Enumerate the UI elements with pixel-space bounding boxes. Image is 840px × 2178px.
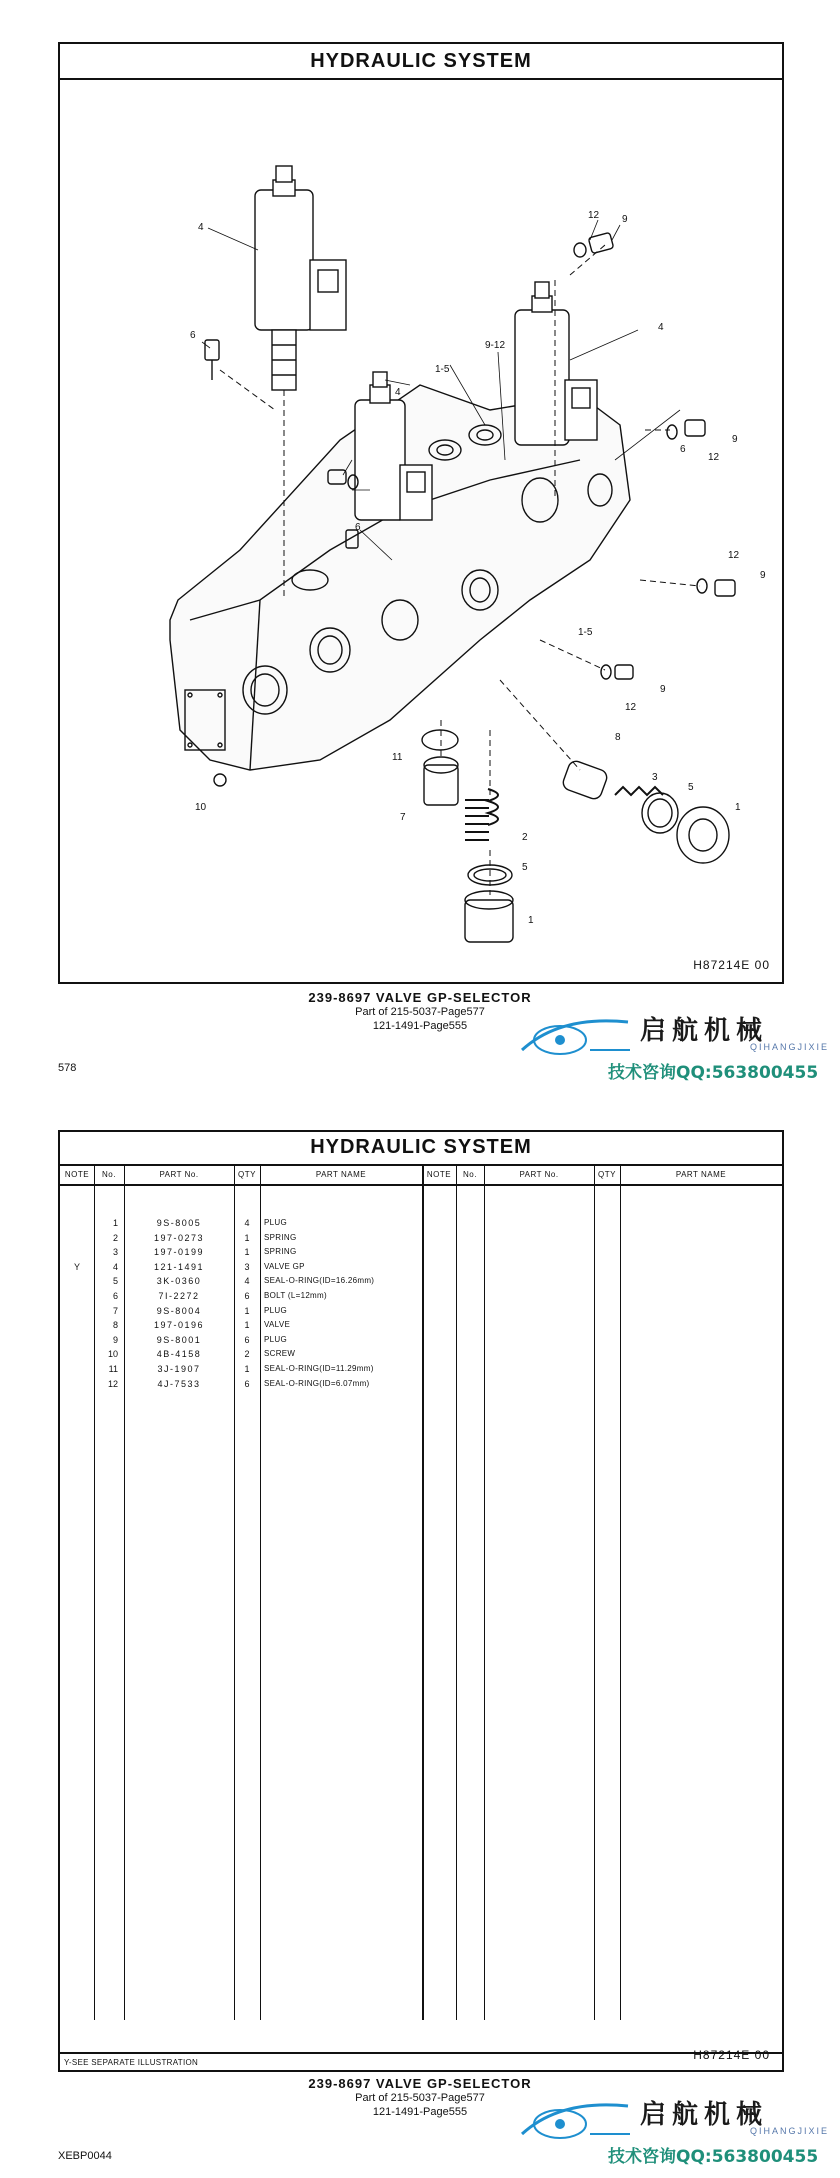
part-name-cell: VALVE bbox=[264, 1320, 291, 1330]
figure-caption: 239-8697 VALVE GP-SELECTOR bbox=[308, 2076, 532, 2091]
column-header: PART No. bbox=[159, 1170, 199, 1179]
number-cell: 4 bbox=[112, 1261, 118, 1272]
quantity-cell: 3 bbox=[244, 1261, 250, 1272]
callout-label: 4 bbox=[198, 222, 204, 233]
quantity-cell: 1 bbox=[244, 1232, 250, 1243]
logo-pinyin: QIHANGJIXIE bbox=[750, 1042, 830, 1052]
number-cell: 12 bbox=[107, 1378, 118, 1389]
callout-label: 9 bbox=[660, 684, 666, 695]
callout-label: 6 bbox=[190, 330, 196, 341]
parts-list-frame bbox=[58, 1130, 784, 2072]
page-title: HYDRAULIC SYSTEM bbox=[310, 50, 532, 72]
part-number-cell: 7I-2272 bbox=[158, 1291, 200, 1301]
illustration-code: H87214E 00 bbox=[693, 958, 770, 972]
callout-label: 12 bbox=[728, 550, 740, 561]
callout-label: 9 bbox=[732, 434, 738, 445]
column-header: QTY bbox=[238, 1170, 256, 1179]
quantity-cell: 6 bbox=[244, 1378, 250, 1389]
part-number-cell: 9S-8004 bbox=[156, 1305, 202, 1316]
callout-label: 4 bbox=[658, 322, 664, 333]
caption-reference: Part of 215-5037-Page577 bbox=[355, 1006, 485, 1018]
column-header: No. bbox=[463, 1170, 477, 1179]
caption-reference: 121-1491-Page555 bbox=[372, 1020, 468, 1032]
callout-label: 3 bbox=[652, 772, 658, 783]
part-number-cell: 121-1491 bbox=[153, 1261, 205, 1272]
part-number-cell: 3J-1907 bbox=[157, 1364, 201, 1374]
number-cell: 7 bbox=[112, 1305, 118, 1316]
column-header: QTY bbox=[598, 1170, 616, 1179]
part-number-cell: 197-0196 bbox=[153, 1320, 205, 1331]
illustration-code: H87214E 00 bbox=[693, 2048, 770, 2062]
watermark-logo bbox=[520, 1010, 840, 1094]
number-cell: 5 bbox=[112, 1276, 118, 1287]
quantity-cell: 1 bbox=[244, 1320, 250, 1331]
footnote-divider bbox=[60, 2052, 782, 2054]
callout-label: 9-12 bbox=[485, 340, 506, 351]
part-number-cell: 4J-7533 bbox=[157, 1378, 201, 1389]
callout-label: 1 bbox=[528, 915, 534, 926]
solenoid-valve-right bbox=[515, 282, 597, 445]
callout-label: 10 bbox=[195, 802, 207, 813]
column-rule bbox=[456, 1164, 457, 2020]
callout-label: 12 bbox=[708, 452, 720, 463]
callout-label: 12 bbox=[625, 702, 637, 713]
callout-label: 6 bbox=[680, 444, 686, 455]
part-number-cell: 3K-0360 bbox=[156, 1276, 202, 1287]
callout-label: 1-5 bbox=[435, 364, 450, 375]
column-header: No. bbox=[102, 1170, 116, 1179]
page-title: HYDRAULIC SYSTEM bbox=[310, 1136, 532, 1158]
number-cell: 11 bbox=[108, 1364, 118, 1374]
quantity-cell: 2 bbox=[244, 1349, 250, 1360]
solenoid-valve-left bbox=[255, 166, 346, 390]
logo-name: 启航机械 bbox=[640, 1016, 769, 1046]
logo-contact: 技术咨询QQ:563800455 bbox=[608, 1063, 819, 1083]
callout-label: 1 bbox=[735, 802, 741, 813]
caption-reference: 121-1491-Page555 bbox=[372, 2106, 468, 2118]
part-number-cell: 197-0199 bbox=[153, 1247, 205, 1258]
number-cell: 8 bbox=[112, 1320, 118, 1331]
quantity-cell: 6 bbox=[244, 1291, 250, 1301]
quantity-cell: 1 bbox=[244, 1305, 250, 1316]
column-header: NOTE bbox=[426, 1170, 452, 1179]
callout-label: 4 bbox=[395, 387, 401, 398]
part-name-cell: SEAL-O-RING(ID=16.26mm) bbox=[264, 1276, 375, 1286]
part-name-cell: PLUG bbox=[264, 1334, 287, 1344]
caption-reference: Part of 215-5037-Page577 bbox=[355, 2092, 485, 2104]
page-number: 578 bbox=[58, 1062, 77, 1074]
quantity-cell: 1 bbox=[244, 1364, 250, 1374]
part-name-cell: BOLT (L=12mm) bbox=[264, 1291, 327, 1300]
number-cell: 1 bbox=[112, 1218, 118, 1228]
quantity-cell: 4 bbox=[244, 1218, 250, 1228]
quantity-cell: 1 bbox=[244, 1247, 250, 1258]
number-cell: 3 bbox=[112, 1247, 118, 1258]
part-name-cell: PLUG bbox=[264, 1218, 287, 1227]
logo-contact: 技术咨询QQ:563800455 bbox=[608, 2147, 819, 2167]
callout-label: 12 bbox=[588, 210, 600, 221]
callout-label: 5 bbox=[522, 862, 528, 873]
note-cell: Y bbox=[73, 1261, 80, 1272]
logo-name: 启航机械 bbox=[640, 2100, 769, 2130]
column-rule bbox=[260, 1164, 261, 2020]
lower-right-assembly bbox=[561, 759, 729, 863]
watermark-logo bbox=[520, 2094, 840, 2178]
column-header: PART NAME bbox=[315, 1170, 367, 1179]
callout-label: 5 bbox=[688, 782, 694, 793]
illustration-frame bbox=[58, 42, 784, 984]
quantity-cell: 4 bbox=[244, 1276, 250, 1287]
number-cell: 10 bbox=[107, 1349, 118, 1360]
part-number-cell: 9S-8005 bbox=[156, 1218, 202, 1228]
number-cell: 2 bbox=[112, 1232, 118, 1243]
part-number-cell: 197-0273 bbox=[153, 1232, 205, 1243]
column-rule bbox=[620, 1164, 621, 2020]
column-rule bbox=[594, 1164, 595, 2020]
part-name-cell: SEAL-O-RING(ID=11.29mm) bbox=[264, 1364, 374, 1373]
callout-label: 11 bbox=[392, 752, 403, 763]
callout-label: 9 bbox=[760, 570, 766, 581]
part-name-cell: SPRING bbox=[264, 1247, 297, 1257]
page-code: XEBP0044 bbox=[58, 2150, 112, 2162]
callout-label: 6 bbox=[355, 522, 361, 533]
part-name-cell: SPRING bbox=[264, 1232, 297, 1242]
quantity-cell: 6 bbox=[244, 1334, 250, 1345]
part-name-cell: PLUG bbox=[264, 1305, 287, 1315]
column-header: NOTE bbox=[64, 1170, 90, 1179]
column-header: PART NAME bbox=[675, 1170, 727, 1179]
column-header: PART No. bbox=[519, 1170, 559, 1179]
part-name-cell: SEAL-O-RING(ID=6.07mm) bbox=[264, 1378, 370, 1388]
figure-caption: 239-8697 VALVE GP-SELECTOR bbox=[308, 990, 532, 1005]
part-name-cell: VALVE GP bbox=[264, 1261, 305, 1271]
part-number-cell: 4B-4158 bbox=[156, 1349, 202, 1360]
number-cell: 9 bbox=[112, 1334, 118, 1345]
callout-label: 7 bbox=[400, 812, 406, 823]
footnote: Y-SEE SEPARATE ILLUSTRATION bbox=[64, 2058, 199, 2067]
part-number-cell: 9S-8001 bbox=[156, 1334, 202, 1345]
table-header bbox=[60, 1164, 782, 1186]
callout-label: 2 bbox=[522, 832, 528, 843]
callout-label: 9 bbox=[622, 214, 628, 225]
exploded-valve-diagram bbox=[60, 80, 782, 980]
callout-label: 8 bbox=[615, 732, 621, 743]
column-rule bbox=[484, 1164, 485, 2020]
logo-pinyin: QIHANGJIXIE bbox=[750, 2126, 830, 2136]
part-name-cell: SCREW bbox=[264, 1349, 296, 1359]
number-cell: 6 bbox=[112, 1291, 118, 1301]
callout-label: 1-5 bbox=[578, 627, 593, 638]
